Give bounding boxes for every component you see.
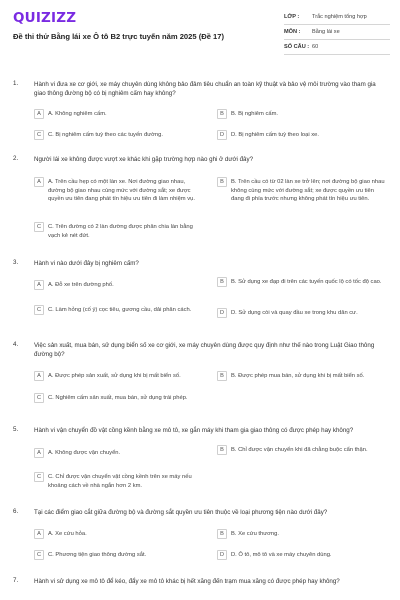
meta-value: Bằng lái xe [312,29,340,35]
option-text: A. Không nghiêm cấm. [48,111,107,117]
meta-key: SỐ CÂU : [284,44,310,50]
option-letter-box[interactable]: B [217,529,227,539]
option-b[interactable] [217,178,387,204]
meta-row-subject [284,25,390,40]
option-text: A. Trên cầu hẹp có một làn xe. Nơi đường giao nhau, đường bộ giao nhau cùng mức với đường sắt; xe được quyền ưu tiên đang phát tín hiệu ưu tiên đi làm nhiệm vụ. [48,179,195,203]
option-text: C. Nghiêm cấm sản xuất, mua bán, sử dụng trái phép. [48,395,188,401]
option-text: B. Xe cứu thương. [231,531,279,537]
option-a[interactable] [34,281,204,290]
option-text: D. Sử dụng còi và quay đầu xe trong khu dân cư. [231,310,358,316]
option-text: B. Sử dụng xe đạp đi trên các tuyến quốc lộ có tốc độ cao. [231,279,382,285]
question-number: 1. [13,80,19,87]
question-text: Người lái xe không được vượt xe khác khi gặp trường hợp nào ghi ở dưới đây? [34,156,254,163]
option-d[interactable] [217,551,387,560]
quizizz-logo: QUIZIZZ [13,10,77,26]
option-letter-box[interactable]: B [217,177,227,187]
option-text: D. Ô tô, mô tô và xe máy chuyên dùng. [231,552,332,558]
option-letter-box[interactable]: B [217,109,227,119]
option-text: C. Bị nghiêm cấm tuỳ theo các tuyến đường. [48,132,163,138]
question-number: 2. [13,155,19,162]
option-letter-box[interactable]: B [217,445,227,455]
meta-value: 60 [312,44,319,50]
option-c[interactable] [34,473,204,490]
option-letter-box[interactable]: C [34,393,44,403]
option-a[interactable] [34,110,204,119]
question-text: Việc sản xuất, mua bán, sử dụng biển số xe cơ giới, xe máy chuyên dùng được quy định như thế nào trong Luật Giao thông đường bộ? [34,342,375,358]
option-b[interactable] [217,446,387,455]
option-text: C. Phương tiện giao thông đường sắt. [48,552,147,558]
option-text: C. Trên đường có 2 làn đường được phân chia làn bằng vạch kẻ nét đứt. [48,224,193,239]
option-letter-box[interactable]: A [34,371,44,381]
option-d[interactable] [217,131,387,140]
option-a[interactable] [34,449,204,458]
question-number: 5. [13,426,19,433]
meta-key: LỚP : [284,14,300,20]
option-letter-box[interactable]: D [217,550,227,560]
option-c[interactable] [34,306,204,315]
option-letter-box[interactable]: C [34,130,44,140]
option-letter-box[interactable]: A [34,109,44,119]
option-letter-box[interactable]: C [34,222,44,232]
option-c[interactable] [34,131,204,140]
option-text: B. Chỉ được vận chuyển khi đã chằng buộc cẩn thận. [231,447,368,453]
question-number: 4. [13,341,19,348]
option-text: A. Được phép sản xuất, sử dụng khi bị mất biển số. [48,373,181,379]
question-text: Hành vi vận chuyển đồ vật cồng kềnh bằng xe mô tô, xe gắn máy khi tham gia giao thông có được phép hay không? [34,427,354,434]
option-b[interactable] [217,372,387,381]
option-letter-box[interactable]: A [34,448,44,458]
option-text: A. Đỗ xe trên đường phố. [48,282,114,288]
option-text: D. Bị nghiêm cấm tuỳ theo loại xe. [231,132,319,138]
option-letter-box[interactable]: A [34,280,44,290]
option-a[interactable] [34,178,204,204]
option-letter-box[interactable]: A [34,177,44,187]
question-number: 3. [13,259,19,266]
question-number: 7. [13,577,19,584]
option-text: A. Không được vận chuyển. [48,450,121,456]
option-b[interactable] [217,530,387,539]
option-a[interactable] [34,372,204,381]
option-c[interactable] [34,551,204,560]
meta-row-count [284,40,390,55]
option-text: B. Được phép mua bán, sử dụng khi bị mất biển số. [231,373,365,379]
question-number: 6. [13,508,19,515]
meta-key: MÔN : [284,29,301,35]
option-text: C. Chỉ được vận chuyển vật cồng kềnh trên xe máy nếu khoảng cách về nhà ngắn hơn 2 km. [48,474,192,489]
option-letter-box[interactable]: A [34,529,44,539]
question-text: Hành vi nào dưới đây bị nghiêm cấm? [34,260,139,267]
question-text: Hành vi đưa xe cơ giới, xe máy chuyên dùng không bảo đảm tiêu chuẩn an toàn kỹ thuật và bảo vệ môi trường vào tham gia giao thông đường bộ có bị nghiêm cấm hay không? [34,81,376,97]
option-letter-box[interactable]: C [34,550,44,560]
question-text: Hành vi sử dụng xe mô tô để kéo, đẩy xe mô tô khác bị hết xăng đến trạm mua xăng có được phép hay không? [34,578,340,585]
option-b[interactable] [217,278,387,287]
option-c[interactable] [34,394,204,403]
option-c[interactable] [34,223,204,240]
worksheet-header [0,0,400,62]
option-text: B. Trên cầu có từ 02 làn xe trở lên; nơi đường bộ giao nhau không cùng mức với đường sắt; xe được quyền ưu tiên đang đi phía trước nhưng không phát tín hiệu ưu tiên. [231,179,385,203]
option-text: B. Bị nghiêm cấm. [231,111,279,117]
option-a[interactable] [34,530,204,539]
option-letter-box[interactable]: D [217,130,227,140]
option-letter-box[interactable]: B [217,371,227,381]
question-text: Tại các điểm giao cắt giữa đường bộ và đường sắt quyền ưu tiên thuộc về loại phương tiện nào dưới đây? [34,509,328,516]
option-text: A. Xe cứu hỏa. [48,531,87,537]
option-letter-box[interactable]: D [217,308,227,318]
option-text: C. Làm hỏng (cố ý) cọc tiêu, gương cầu, dải phân cách. [48,307,192,313]
option-letter-box[interactable]: B [217,277,227,287]
meta-value: Trắc nghiệm tổng hợp [312,14,367,20]
option-letter-box[interactable]: C [34,472,44,482]
page-title: Đề thi thử Bằng lái xe Ô tô B2 trực tuyến năm 2025 (Đề 17) [13,32,225,41]
option-b[interactable] [217,110,387,119]
option-d[interactable] [217,309,387,318]
meta-table [284,10,390,55]
meta-row-class [284,10,390,25]
option-letter-box[interactable]: C [34,305,44,315]
